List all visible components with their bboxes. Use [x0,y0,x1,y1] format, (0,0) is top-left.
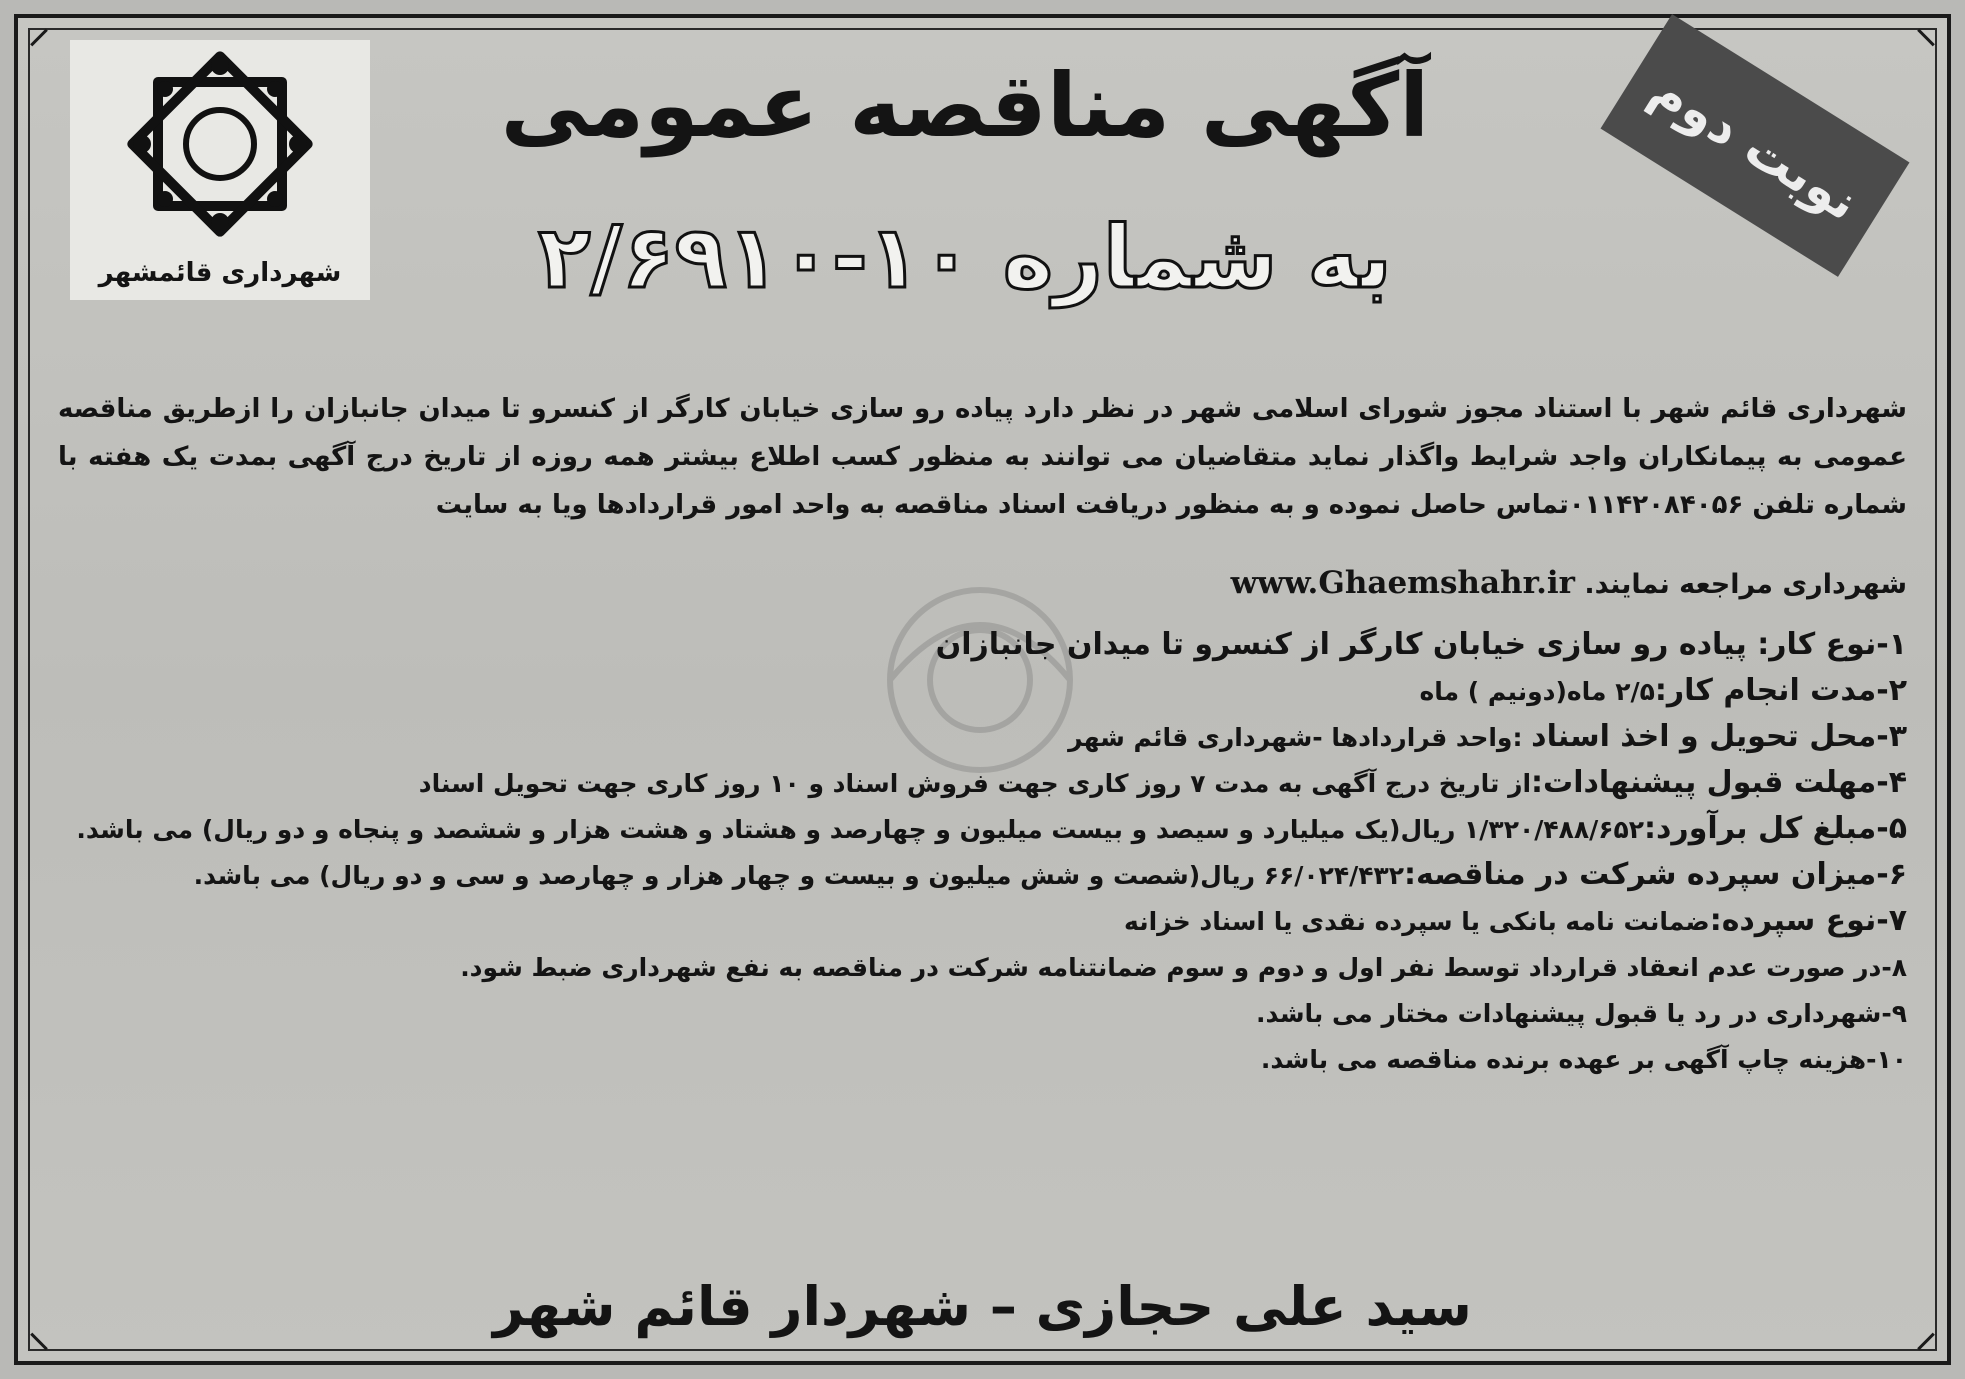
website-suffix-text: شهرداری مراجعه نمایند. [1584,569,1907,600]
condition-value: ۱۰-هزینه چاپ آگهی بر عهده برنده مناقصه می باشد. [1260,1045,1907,1074]
condition-label: ۱-نوع کار: [1757,627,1907,662]
condition-item [58,1036,1907,1082]
condition-label: ۳-محل تحویل و اخذ اسناد [1531,719,1907,754]
condition-label: ۲-مدت انجام کار: [1654,673,1907,708]
municipality-emblem-icon [110,44,330,244]
condition-item [58,806,1907,852]
condition-value: ۶۶/۰۲۴/۴۳۲ ریال(شصت و شش میلیون و بیست و چهار هزار و چهارصد و سی و دو ریال) می باشد. [193,861,1405,890]
condition-item [58,990,1907,1036]
condition-value: از تاریخ درج آگهی به مدت ۷ روز کاری جهت فروش اسناد و ۱۰ روز کاری جهت تحویل اسناد [418,769,1532,798]
condition-item [58,622,1907,668]
condition-value: ضمانت نامه بانکی یا سپرده نقدی یا اسناد خزانه [1124,907,1710,936]
website-line [58,565,1907,601]
mayor-signature: سید علی حجازی – شهردار قائم شهر [493,1275,1472,1338]
condition-label: ۵-مبلغ کل برآورد: [1644,811,1907,846]
condition-item [58,668,1907,714]
condition-item [58,714,1907,760]
condition-item [58,852,1907,898]
condition-value: ۸-در صورت عدم انعقاد قرارداد توسط نفر اول و دوم و سوم ضمانتنامه شرکت در مناقصه به نفع شهرداری ضبط شود. [460,953,1907,982]
condition-item [58,944,1907,990]
condition-value: ۱/۳۲۰/۴۸۸/۶۵۲ ریال(یک میلیارد و سیصد و بیست میلیون و چهارصد و هشتاد و هشت هزار و ششصد و پنجاه و دو ریال) می باشد. [76,815,1645,844]
intro-paragraph: شهرداری قائم شهر با استناد مجوز شورای اسلامی شهر در نظر دارد پیاده رو سازی خیابان کارگر از کنسرو تا میدان جانبازان را ازطریق مناقصه عمومی به پیمانکاران واجد شرایط واگذار نماید متقاضیان می توانند به منظور کسب اطلاع بیشتر همه روزه از تاریخ درج آگهی بمدت یک هفته با شماره تلفن ۰۱۱۴۲۰۸۴۰۵۶تماس حاصل نموده و به منظور دریافت اسناد مناقصه به واحد امور قراردادها ویا به سایت [58,394,1907,520]
condition-value: :واحد قراردادها -شهرداری قائم شهر [1068,723,1532,752]
ad-number-title: به شماره ۱۰-۲/۶۹۱۰ [538,208,1392,308]
ad-title: آگهی مناقصه عمومی [500,54,1430,157]
stamp-label: نوبت دوم [1640,59,1870,232]
conditions-list [58,622,1907,1082]
website-link[interactable]: www.Ghaemshahr.ir [1230,565,1575,601]
logo-caption: شهرداری قائمشهر [98,258,342,288]
condition-value: ۹-شهرداری در رد یا قبول پیشنهادات مختار می باشد. [1256,999,1907,1028]
condition-value: ۲/۵ ماه(دونیم ) ماه [1419,677,1655,706]
municipality-logo [70,40,370,300]
condition-label: ۴-مهلت قبول پیشنهادات: [1531,765,1907,800]
condition-item [58,760,1907,806]
condition-value: پیاده رو سازی خیابان کارگر از کنسرو تا میدان جانبازان [935,627,1758,662]
condition-label: ۶-میزان سپرده شرکت در مناقصه: [1404,857,1907,892]
condition-label: ۷-نوع سپرده: [1709,903,1907,938]
condition-item [58,898,1907,944]
